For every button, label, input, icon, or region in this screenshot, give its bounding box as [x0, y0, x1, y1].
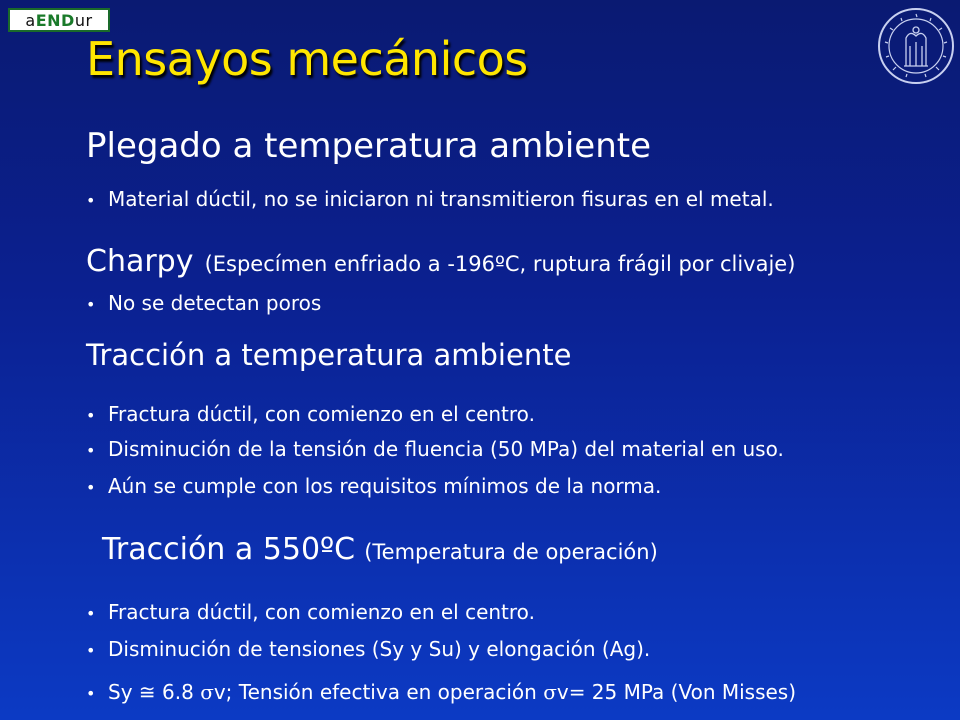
- bullet-traccion-ambiente-1: [86, 402, 535, 426]
- bullet-traccion-ambiente-3: [86, 474, 661, 498]
- heading-charpy-sub: (Especímen enfriado a -196ºC, ruptura frágil por clivaje): [204, 252, 796, 276]
- bullet-dot: •: [86, 641, 96, 660]
- bullet-text: Fractura dúctil, con comienzo en el centro.: [108, 600, 535, 624]
- heading-charpy-main: Charpy: [86, 244, 194, 279]
- bullet-text: Disminución de la tensión de fluencia (50 MPa) del material en uso.: [108, 437, 784, 461]
- aendur-logo: [8, 8, 110, 32]
- bullet-plegado-1: [86, 187, 774, 211]
- heading-traccion-550: [102, 532, 658, 567]
- sy-value: 6.8: [155, 680, 201, 704]
- sigma-symbol: σ: [543, 680, 557, 704]
- heading-traccion-550-sub: (Temperatura de operación): [364, 540, 658, 564]
- heading-plegado: Plegado a temperatura ambiente: [86, 126, 652, 166]
- effective-stress-value: v= 25 MPa (Von Misses): [556, 680, 797, 704]
- bullet-traccion-550-2: [86, 637, 650, 661]
- bullet-traccion-550-1: [86, 600, 535, 624]
- bullet-dot: •: [86, 604, 96, 623]
- bullet-traccion-ambiente-2: [86, 437, 784, 461]
- bullet-dot: •: [86, 406, 96, 425]
- bullet-dot: •: [86, 441, 96, 460]
- logo-part-ur: ur: [74, 10, 93, 30]
- bullet-dot: •: [86, 191, 96, 210]
- logo-part-end: END: [35, 10, 75, 30]
- bullet-dot: •: [86, 684, 96, 703]
- bullet-traccion-550-3: [86, 680, 796, 704]
- bullet-text: Disminución de tensiones (Sy y Su) y elongación (Ag).: [108, 637, 651, 661]
- bullet-text: No se detectan poros: [108, 291, 322, 315]
- slide-title: Ensayos mecánicos: [86, 32, 528, 86]
- bullet-text: Material dúctil, no se iniciaron ni transmitieron fisuras en el metal.: [108, 187, 774, 211]
- bullet-charpy-1: [86, 291, 321, 315]
- university-seal-icon: [876, 6, 956, 86]
- bullet-dot: •: [86, 295, 96, 314]
- heading-traccion-ambiente: Tracción a temperatura ambiente: [86, 338, 572, 372]
- sigma-symbol: σ: [200, 680, 214, 704]
- effective-stress-label: v; Tensión efectiva en operación: [213, 680, 544, 704]
- heading-charpy: [86, 244, 795, 279]
- sy-label: Sy: [108, 680, 139, 704]
- bullet-text: Fractura dúctil, con comienzo en el centro.: [108, 402, 535, 426]
- bullet-dot: •: [86, 478, 96, 497]
- logo-part-a: a: [25, 10, 36, 30]
- bullet-text: Aún se cumple con los requisitos mínimos de la norma.: [108, 474, 662, 498]
- bullet-text: [108, 680, 796, 704]
- heading-traccion-550-main: Tracción a 550ºC: [102, 532, 356, 567]
- approx-symbol: ≅: [138, 680, 156, 704]
